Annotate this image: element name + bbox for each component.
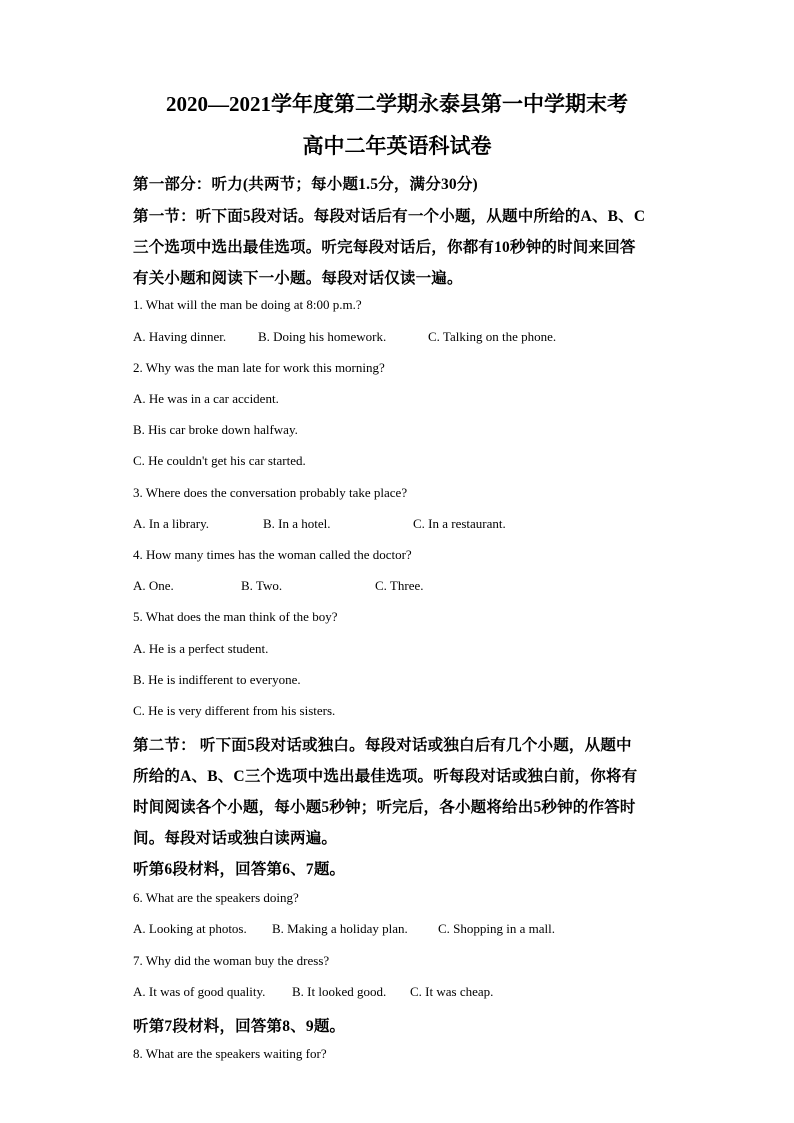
- section2-instructions-line3: 时间阅读各个小题，每小题5秒钟；听完后，各小题将给出5秒钟的作答时: [133, 799, 636, 816]
- q2-option-c: C. He couldn't get his car started.: [133, 453, 306, 468]
- material-6-heading: 听第6段材料，回答第6、7题。: [133, 861, 346, 878]
- q7-option-a: A. It was of good quality.: [133, 984, 266, 999]
- q4-option-b: B. Two.: [241, 578, 283, 593]
- q6-option-c: C. Shopping in a mall.: [438, 921, 555, 936]
- q1-option-b: B. Doing his homework.: [258, 329, 387, 344]
- question-6: 6. What are the speakers doing?: [133, 890, 299, 905]
- q6-option-b: B. Making a holiday plan.: [272, 921, 408, 936]
- q4-option-a: A. One.: [133, 578, 174, 593]
- part1-heading: 第一部分：听力(共两节；每小题1.5分，满分30分): [133, 176, 478, 193]
- section2-instructions-line4: 间。每段对话或独白读两遍。: [133, 830, 338, 847]
- q7-option-b: B. It looked good.: [292, 984, 387, 999]
- exam-subtitle: 高中二年英语科试卷: [302, 134, 492, 158]
- q1-option-c: C. Talking on the phone.: [428, 329, 557, 344]
- question-1: 1. What will the man be doing at 8:00 p.m.?: [133, 297, 362, 312]
- section1-instructions-line2: 三个选项中选出最佳选项。听完每段对话后，你都有10秒钟的时间来回答: [133, 239, 636, 256]
- material-7-heading: 听第7段材料，回答第8、9题。: [133, 1018, 346, 1035]
- q5-option-a: A. He is a perfect student.: [133, 641, 269, 656]
- section2-instructions-line1: 第二节： 听下面5段对话或独白。每段对话或独白后有几个小题，从题中: [133, 737, 632, 754]
- q5-option-b: B. He is indifferent to everyone.: [133, 672, 301, 687]
- q2-option-a: A. He was in a car accident.: [133, 391, 279, 406]
- q3-option-b: B. In a hotel.: [263, 516, 331, 531]
- q5-option-c: C. He is very different from his sisters.: [133, 703, 336, 718]
- q4-option-c: C. Three.: [375, 578, 424, 593]
- question-8: 8. What are the speakers waiting for?: [133, 1046, 327, 1061]
- question-4: 4. How many times has the woman called the doctor?: [133, 547, 412, 562]
- q1-option-a: A. Having dinner.: [133, 329, 227, 344]
- q7-option-c: C. It was cheap.: [410, 984, 494, 999]
- section1-instructions-line1: 第一节：听下面5段对话。每段对话后有一个小题，从题中所给的A、B、C: [133, 208, 646, 225]
- q6-option-a: A. Looking at photos.: [133, 921, 247, 936]
- q3-option-a: A. In a library.: [133, 516, 210, 531]
- section2-instructions-line2: 所给的A、B、C三个选项中选出最佳选项。听每段对话或独白前，你将有: [133, 768, 638, 785]
- question-2: 2. Why was the man late for work this morning?: [133, 360, 385, 375]
- exam-title: 2020—2021学年度第二学期永泰县第一中学期末考: [166, 92, 628, 116]
- section1-instructions-line3: 有关小题和阅读下一小题。每段对话仅读一遍。: [133, 270, 463, 287]
- q2-option-b: B. His car broke down halfway.: [133, 422, 298, 437]
- q3-option-c: C. In a restaurant.: [413, 516, 506, 531]
- question-7: 7. Why did the woman buy the dress?: [133, 953, 330, 968]
- question-5: 5. What does the man think of the boy?: [133, 609, 338, 624]
- question-3: 3. Where does the conversation probably take place?: [133, 485, 408, 500]
